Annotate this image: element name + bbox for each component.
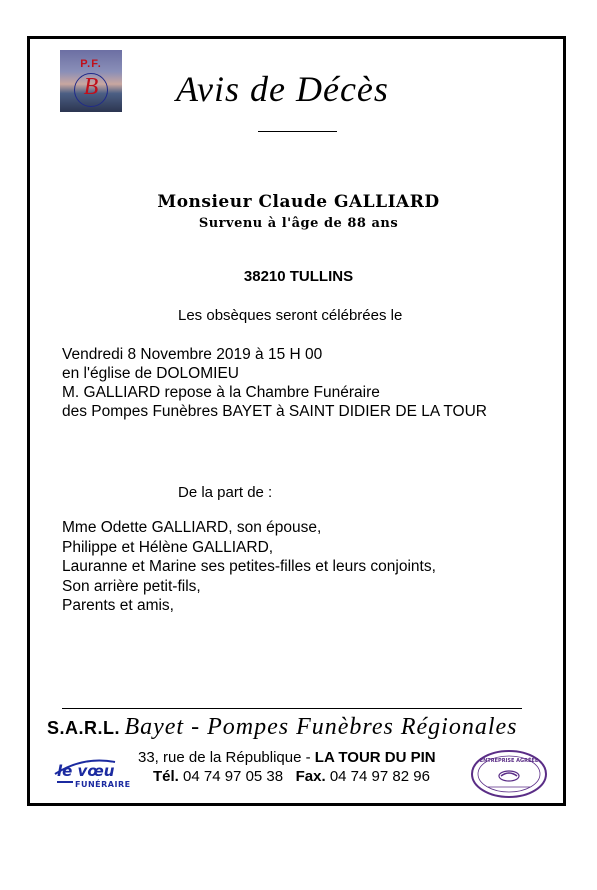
- fax-label: Fax.: [295, 768, 326, 785]
- page-title: Avis de Décès: [176, 69, 389, 109]
- tel-number: 04 74 97 05 38: [183, 768, 284, 785]
- ceremony-line: M. GALLIARD repose à la Chambre Funéraire: [62, 384, 380, 401]
- ceremony-line: Vendredi 8 Novembre 2019 à 15 H 00: [62, 346, 323, 363]
- family-line: Philippe et Hélène GALLIARD,: [62, 538, 274, 556]
- logo-letter: B: [83, 74, 99, 100]
- de-la-part-label: De la part de :: [178, 484, 273, 501]
- family-line: Lauranne et Marine ses petites-filles et leurs conjoints,: [62, 558, 436, 575]
- logo-initials: P.F.: [80, 58, 102, 70]
- logo-left-line2: FUNÉRAIRE: [75, 780, 131, 789]
- ceremony-line: des Pompes Funèbres BAYET à SAINT DIDIER DE LA TOUR: [62, 403, 487, 420]
- le-voeu-funeraire-logo: [53, 754, 133, 792]
- footer-divider: [62, 708, 522, 709]
- entreprise-agreee-seal: [470, 749, 548, 799]
- notice-frame: [27, 36, 566, 806]
- deceased-name: Monsieur Claude GALLIARD: [157, 192, 440, 212]
- family-list: [62, 518, 436, 616]
- address-street: 33, rue de la République -: [138, 749, 315, 766]
- logo-left-line1: le vœu: [57, 762, 115, 780]
- company-phones: [153, 768, 430, 785]
- company-sarl: S.A.R.L.: [47, 718, 121, 738]
- obseques-intro: Les obsèques seront célébrées le: [178, 307, 403, 324]
- fax-number: 04 74 97 82 96: [329, 768, 430, 785]
- ceremony-line: en l'église de DOLOMIEU: [62, 365, 239, 382]
- company-address: [138, 749, 436, 766]
- seal-text: ENTREPRISE AGRÉÉE: [479, 758, 539, 764]
- company-script-name: Bayet - Pompes Funèbres Régionales: [124, 714, 518, 740]
- title-divider: [258, 131, 337, 132]
- family-line: Son arrière petit-fils,: [62, 577, 201, 595]
- family-line: Parents et amis,: [62, 597, 174, 614]
- family-line: Mme Odette GALLIARD, son épouse,: [62, 519, 322, 536]
- deceased-age: Survenu à l'âge de 88 ans: [198, 216, 399, 231]
- ceremony-details: [62, 345, 487, 421]
- pf-bayet-logo: [60, 50, 122, 112]
- tel-label: Tél.: [153, 768, 179, 785]
- address-town: LA TOUR DU PIN: [314, 749, 436, 766]
- company-name: [47, 714, 517, 741]
- city-line: 38210 TULLINS: [243, 268, 354, 285]
